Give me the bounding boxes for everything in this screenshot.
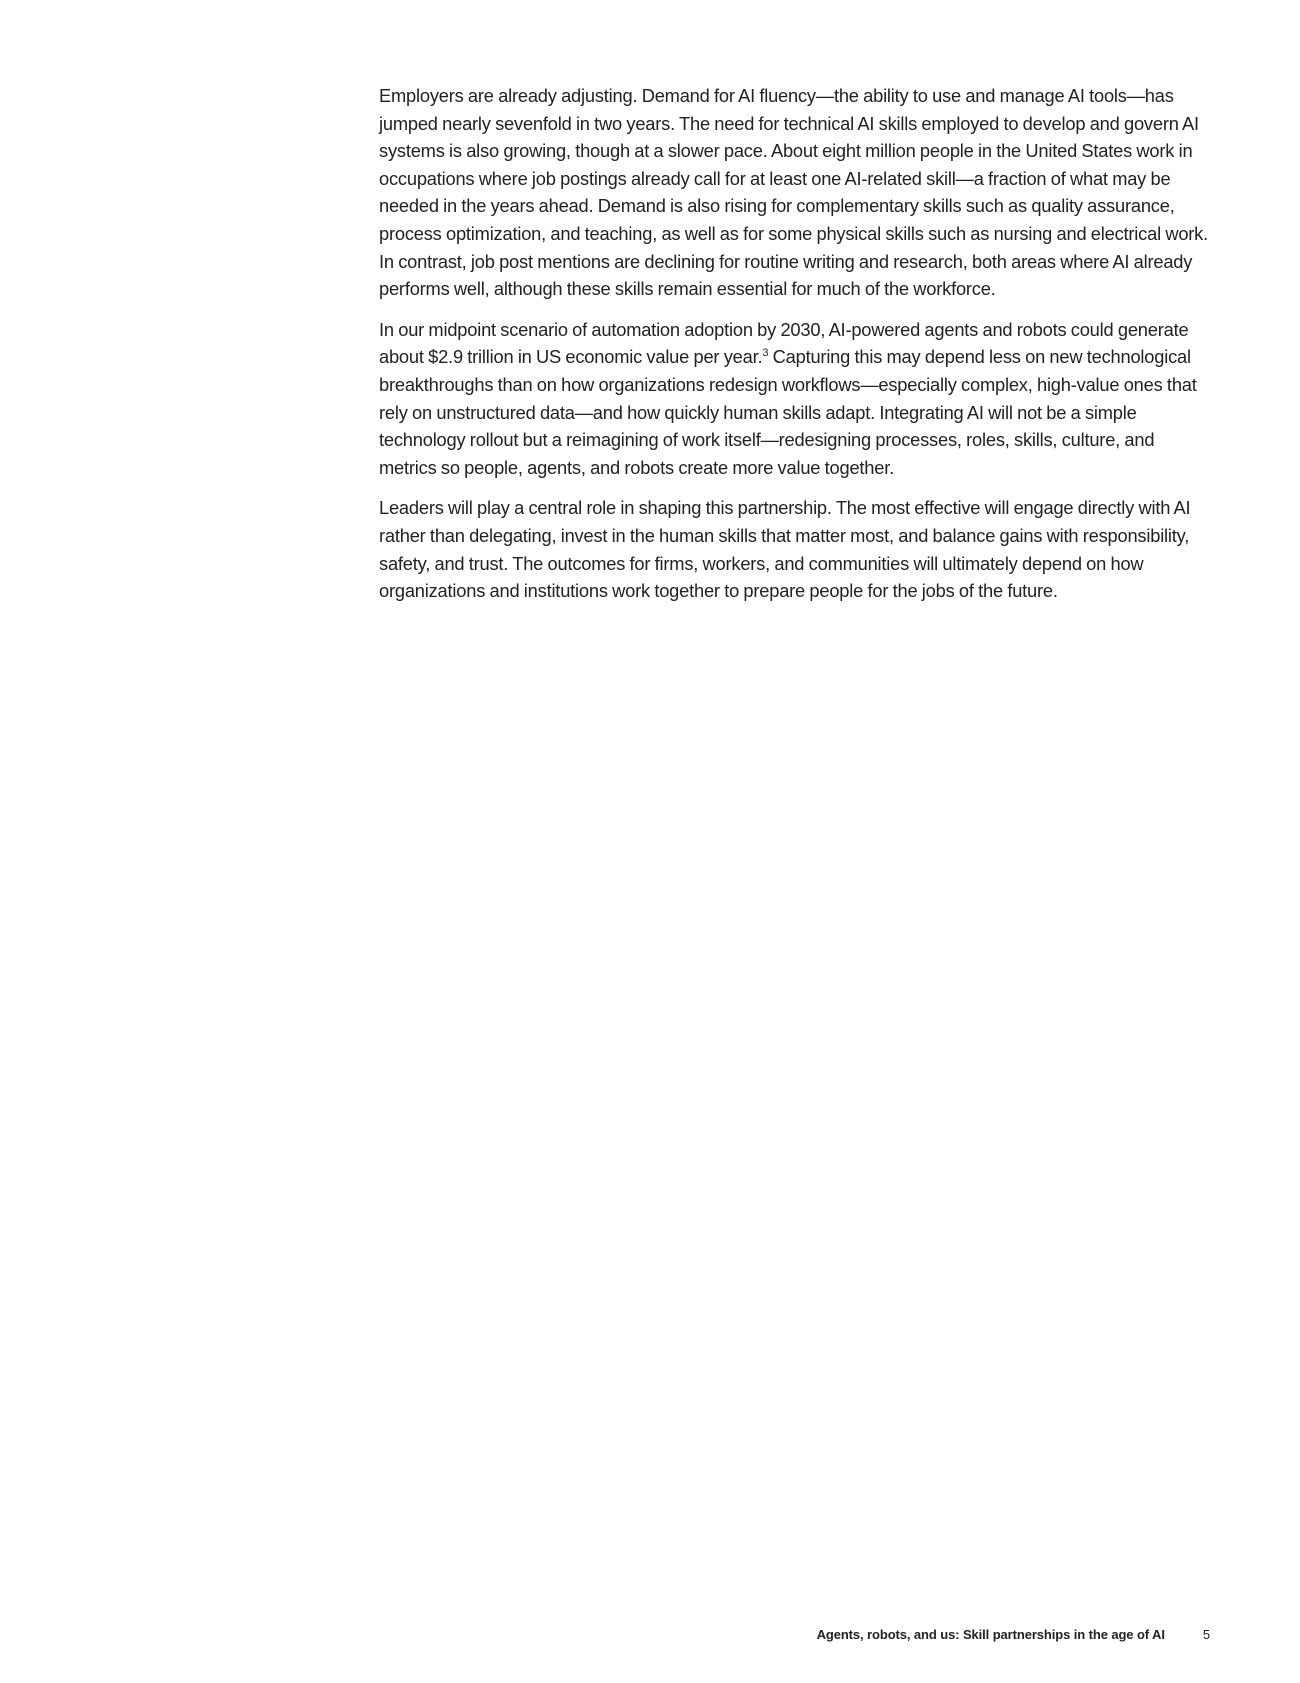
paragraph-text-part: In our midpoint scenario of automation adoption by 2030, AI-powered agents and robots could generate about $2.9 trillion in US economic value per year. — [379, 318, 1189, 368]
paragraph-text-part: Capturing this may depend less on new technological breakthroughs than on how organizations redesign workflows—especially complex, high-value ones that rely on unstructured data—and how quickly human skills adapt. Integrating AI will not be a simple technology rollout but a reimagining of work itself—redesigning processes, roles, skills, culture, and metrics so people, agents, and robots create more value together. — [379, 346, 1197, 478]
body-text — [379, 82, 1215, 618]
page-footer — [817, 1627, 1210, 1642]
footer-title: Agents, robots, and us: Skill partnerships in the age of AI — [816, 1627, 1165, 1642]
paragraph-employers: Employers are already adjusting. Demand for AI fluency—the ability to use and manage AI tools—has jumped nearly sevenfold in two years. The need for technical AI skills employed to develop and govern AI systems is also growing, though at a slower pace. About eight million people in the United States work in occupations where job postings already call for at least one AI-related skill—a fraction of what may be needed in the years ahead. Demand is also rising for complementary skills such as quality assurance, process optimization, and teaching, as well as for some physical skills such as nursing and electrical work. In contrast, job post mentions are declining for routine writing and research, both areas where AI already performs well, although these skills remain essential for much of the workforce. — [379, 85, 1208, 300]
footnote-marker[interactable]: 3 — [762, 347, 769, 360]
paragraph-midpoint-scenario — [379, 316, 1215, 482]
page-number: 5 — [1202, 1627, 1210, 1642]
paragraph-leaders: Leaders will play a central role in shaping this partnership. The most effective will engage directly with AI rather than delegating, invest in the human skills that matter most, and balance gains with responsibility, safety, and trust. The outcomes for firms, workers, and communities will ultimately depend on how organizations and institutions work together to prepare people for the jobs of the future. — [379, 497, 1191, 602]
